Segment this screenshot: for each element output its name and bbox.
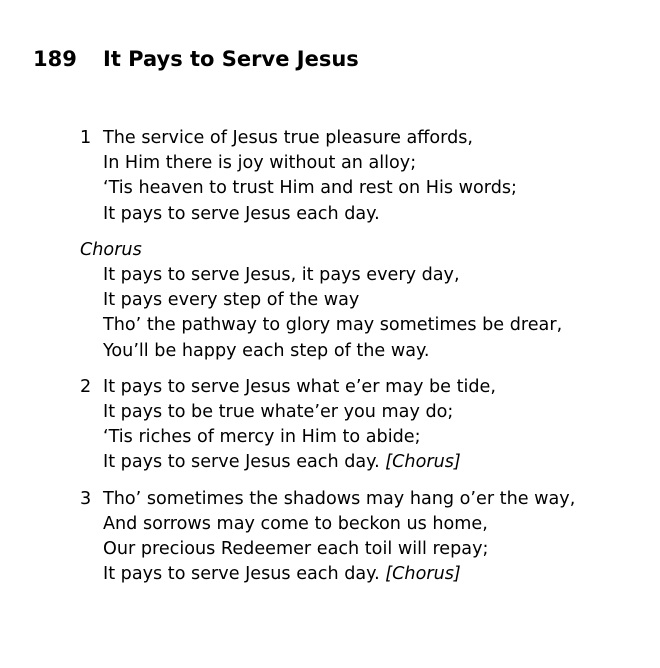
hymn-title: It Pays to Serve Jesus (103, 47, 359, 71)
verse-line: In Him there is joy without an alloy; (103, 153, 417, 174)
hymn-body (80, 126, 650, 598)
stanza-3 (80, 487, 650, 588)
chorus-lines (80, 263, 650, 364)
stanza-lines (103, 487, 650, 588)
verse-line-text: It pays to serve Jesus each day. (103, 564, 380, 585)
stanza-2 (80, 375, 650, 476)
verse-line: ‘Tis riches of mercy in Him to abide; (103, 427, 421, 448)
hymn-number: 189 (33, 47, 77, 71)
chorus-line: Tho’ the pathway to glory may sometimes be drear, (103, 315, 563, 336)
verse-line (103, 450, 650, 475)
stanza-lines (103, 126, 650, 227)
chorus-line: It pays every step of the way (103, 290, 360, 311)
verse-line: It pays to serve Jesus what e’er may be tide, (103, 376, 496, 397)
stanza-number: 1 (80, 128, 92, 148)
verse-line: Tho’ sometimes the shadows may hang o’er the way, (103, 488, 576, 509)
verse-line: The service of Jesus true pleasure affords, (103, 128, 474, 148)
verse-line-text: It pays to serve Jesus each day. (103, 452, 380, 473)
verse-line: It pays to serve Jesus each day. (103, 203, 380, 224)
verse-line: Our precious Redeemer each toil will repay; (103, 539, 489, 560)
stanza-number: 2 (80, 376, 92, 397)
verse-line: And sorrows may come to beckon us home, (103, 513, 488, 534)
hymn-header (33, 47, 359, 71)
chorus-line: It pays to serve Jesus, it pays every day, (103, 265, 460, 286)
chorus (80, 238, 650, 364)
verse-line: ‘Tis heaven to trust Him and rest on His words; (103, 178, 517, 199)
stanza-number: 3 (80, 488, 92, 509)
chorus-line: You’ll be happy each step of the way. (103, 340, 430, 361)
chorus-label: Chorus (80, 239, 142, 260)
verse-line: It pays to be true whate’er you may do; (103, 402, 454, 423)
verse-line (103, 562, 650, 587)
stanza-1 (80, 126, 650, 227)
stanza-lines (103, 375, 650, 476)
chorus-reference: [Chorus] (385, 564, 461, 585)
chorus-reference: [Chorus] (385, 452, 461, 473)
